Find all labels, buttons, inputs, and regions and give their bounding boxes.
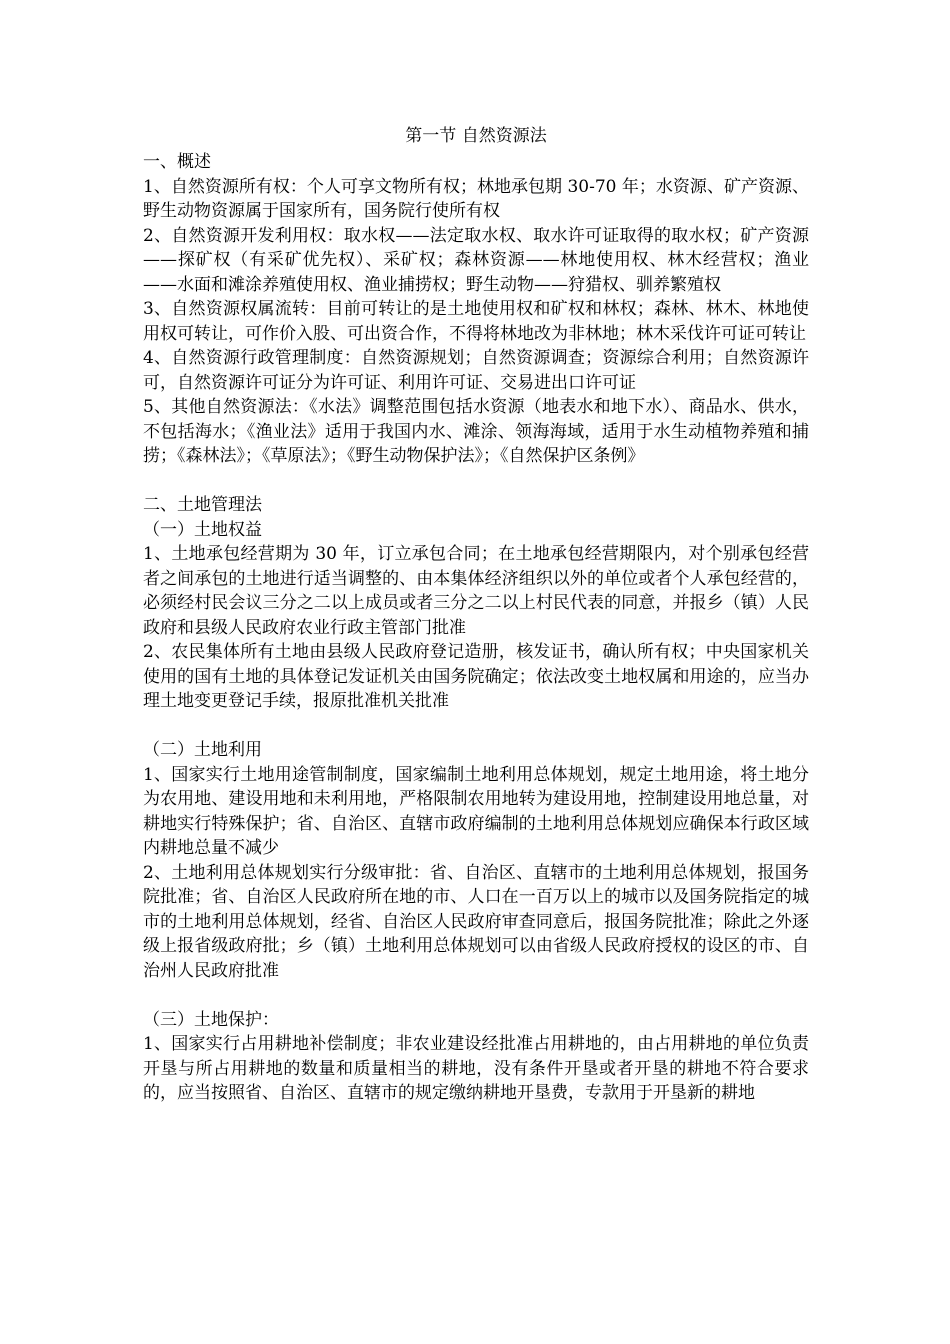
blank-line: [143, 469, 809, 494]
land-rights-paragraph-2: 2、农民集体所有土地由县级人民政府登记造册，核发证书，确认所有权；中央国家机关使用的国有土地的具体登记发证机关由国务院确定；依法改变土地权属和用途的，应当办理土地变更登记手续，报原批准机关批准: [143, 642, 809, 711]
overview-paragraph-3: 3、自然资源权属流转：目前可转让的是土地使用权和矿权和林权；森林、林木、林地使用权可转让，可作价入股、可出资合作，不得将林地改为非林地；林木采伐许可证可转让: [143, 299, 809, 344]
document-page: [143, 122, 809, 1106]
subsection-heading-land-rights: （一）土地权益: [143, 519, 262, 540]
land-rights-paragraph-1: 1、土地承包经营期为 30 年，订立承包合同；在土地承包经营期限内，对个别承包经营者之间承包的土地进行适当调整的、由本集体经济组织以外的单位或者个人承包经营的，必须经村民会议三分之二以上成员或者三分之二以上村民代表的同意，并报乡（镇）人民政府和县级人民政府农业行政主管部门批准: [143, 544, 809, 638]
blank-line: [143, 714, 809, 739]
land-protection-paragraph-1: 1、国家实行占用耕地补偿制度；非农业建设经批准占用耕地的，由占用耕地的单位负责开垦与所占用耕地的数量和质量相当的耕地，没有条件开垦或者开垦的耕地不符合要求的，应当按照省、自治区、直辖市的规定缴纳耕地开垦费，专款用于开垦新的耕地: [143, 1034, 809, 1103]
section-heading-overview: 一、概述: [143, 152, 211, 172]
section-heading-land-law: 二、土地管理法: [143, 495, 262, 515]
overview-paragraph-1: 1、自然资源所有权：个人可享文物所有权；林地承包期 30-70 年；水资源、矿产资源、野生动物资源属于国家所有，国务院行使所有权: [143, 176, 809, 221]
subsection-heading-land-use: （二）土地利用: [143, 740, 262, 760]
overview-paragraph-2: 2、自然资源开发利用权：取水权——法定取水权、取水许可证取得的取水权；矿产资源——探矿权（有采矿优先权）、采矿权；森林资源——林地使用权、林木经营权；渔业——水面和滩涂养殖使用权、渔业捕捞权；野生动物——狩猎权、驯养繁殖权: [143, 225, 809, 295]
subsection-heading-land-protection: （三）土地保护：: [143, 1009, 279, 1030]
overview-paragraph-5: 5、其他自然资源法：《水法》调整范围包括水资源（地表水和地下水）、商品水、供水，不包括海水；《渔业法》适用于我国内水、滩涂、领海海域，适用于水生动植物养殖和捕捞；《森林法》；《草原法》；《野生动物保护法》；《自然保护区条例》: [143, 397, 809, 466]
blank-line: [143, 983, 809, 1008]
land-use-paragraph-1: 1、国家实行土地用途管制制度，国家编制土地利用总体规划，规定土地用途，将土地分为农用地、建设用地和未利用地，严格限制农用地转为建设用地，控制建设用地总量，对耕地实行特殊保护；省、自治区、直辖市政府编制的土地利用总体规划应确保本行政区域内耕地总量不减少: [143, 764, 809, 858]
document-title: 第一节 自然资源法: [405, 126, 547, 146]
overview-paragraph-4: 4、自然资源行政管理制度：自然资源规划；自然资源调查；资源综合利用；自然资源许可，自然资源许可证分为许可证、利用许可证、交易进出口许可证: [143, 348, 809, 393]
land-use-paragraph-2: 2、土地利用总体规划实行分级审批：省、自治区、直辖市的土地利用总体规划，报国务院批准；省、自治区人民政府所在地的市、人口在一百万以上的城市以及国务院指定的城市的土地利用总体规划，经省、自治区人民政府审查同意后，报国务院批准；除此之外逐级上报省级政府批；乡（镇）土地利用总体规划可以由省级人民政府授权的设区的市、自治州人民政府批准: [143, 862, 809, 981]
